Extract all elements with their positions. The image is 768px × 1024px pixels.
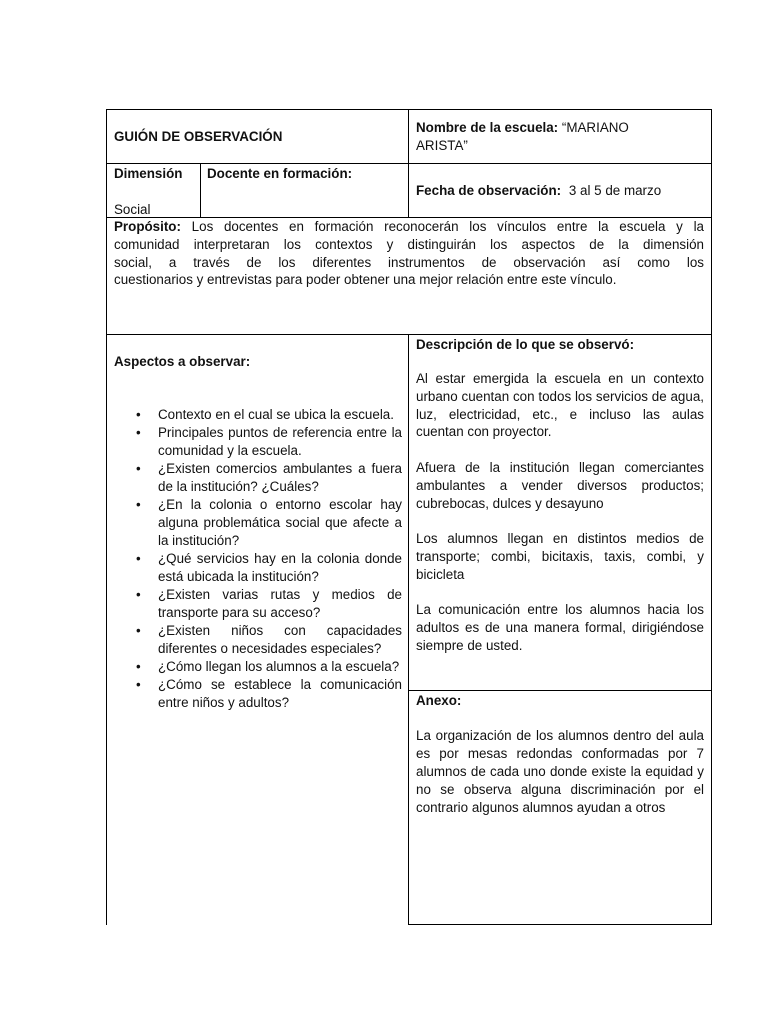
purpose-line-4: cuestionarios y entrevistas para poder obtener una mejor relación entre este vínculo. bbox=[114, 272, 617, 288]
annex-heading: Anexo: bbox=[416, 693, 462, 708]
purpose-line-1 bbox=[114, 218, 704, 236]
aspect-item: • ¿Cómo llegan los alumnos a la escuela? bbox=[136, 658, 402, 676]
aspect-item: • ¿Existen comercios ambulantes a fuera de la institución? ¿Cuáles? bbox=[136, 460, 402, 496]
dimension-divider bbox=[200, 163, 201, 218]
aspect-item: • ¿Qué servicios hay en la colonia donde está ubicada la institución? bbox=[136, 550, 402, 586]
aspect-item: • Principales puntos de referencia entre la comunidad y la escuela. bbox=[136, 424, 402, 460]
observation-date-label: Fecha de observación: bbox=[416, 183, 562, 198]
table-border-left bbox=[106, 109, 107, 925]
school-name-label: Nombre de la escuela: bbox=[416, 120, 559, 135]
aspect-item: • ¿Cómo se establece la comunicación entre niños y adultos? bbox=[136, 676, 402, 712]
purpose-label: Propósito: bbox=[114, 219, 181, 234]
purpose-block bbox=[114, 218, 704, 289]
annex-text: La organización de los alumnos dentro del aula es por mesas redondas conformadas por 7 alumnos de cada uno donde existe la equidad y no se observa alguna discriminación por el contrario algunos alumnos ayudan a otros bbox=[416, 728, 704, 815]
observation-date-value: 3 al 5 de marzo bbox=[568, 183, 662, 198]
header-col-divider bbox=[408, 109, 409, 218]
description-paragraph: Los alumnos llegan en distintos medios de transporte; combi, bicitaxis, taxis, combi, y bicicleta bbox=[416, 531, 704, 582]
description-paragraph: Afuera de la institución llegan comerciantes ambulantes a vender diversos productos; cubrebocas, dulces y desayuno bbox=[416, 459, 704, 511]
description-paragraph: La comunicación entre los alumnos hacia los adultos es de una manera formal, dirigiéndose siempre de usted. bbox=[416, 602, 704, 653]
aspect-item: • ¿Existen varias rutas y medios de transporte para su acceso? bbox=[136, 586, 402, 622]
school-name-value: “MARIANO bbox=[561, 120, 629, 135]
description-block bbox=[416, 370, 704, 655]
school-name-line1 bbox=[416, 119, 629, 137]
table-border-top bbox=[106, 109, 712, 110]
description-paragraph: Al estar emergida la escuela en un contexto urbano cuentan con todos los servicios de agua, luz, electricidad, etc., e incluso las aulas cuentan con proyector. bbox=[416, 371, 704, 440]
main-col-divider bbox=[408, 334, 409, 925]
school-name-line2: ARISTA” bbox=[416, 138, 468, 153]
row1-divider bbox=[106, 163, 712, 164]
dimension-label: Dimensión bbox=[114, 166, 183, 181]
table-border-right bbox=[711, 109, 712, 925]
observation-date bbox=[416, 182, 661, 200]
purpose-line-2: comunidad interpretaran los contextos y distinguirán los aspectos de la dimensión bbox=[114, 236, 704, 252]
purpose-line-3: social, a través de los diferentes instrumentos de observación así como los bbox=[114, 254, 704, 270]
annex-divider bbox=[408, 690, 712, 691]
aspects-list bbox=[136, 406, 402, 712]
purpose-line-1-text: Los docentes en formación reconocerán los vínculos entre la escuela y la bbox=[191, 219, 704, 234]
teacher-label: Docente en formación: bbox=[207, 166, 353, 181]
dimension-value: Social bbox=[114, 202, 151, 217]
description-heading: Descripción de lo que se observó: bbox=[416, 337, 635, 352]
aspect-item: • Contexto en el cual se ubica la escuela. bbox=[136, 406, 402, 424]
aspect-item: • ¿En la colonia o entorno escolar hay alguna problemática social que afecte a la institución? bbox=[136, 496, 402, 550]
right-col-bottom-border bbox=[408, 924, 712, 925]
aspects-heading: Aspectos a observar: bbox=[114, 354, 251, 369]
purpose-divider bbox=[106, 334, 712, 335]
document-title: GUIÓN DE OBSERVACIÓN bbox=[114, 129, 283, 144]
aspect-item: • ¿Existen niños con capacidades diferentes o necesidades especiales? bbox=[136, 622, 402, 658]
